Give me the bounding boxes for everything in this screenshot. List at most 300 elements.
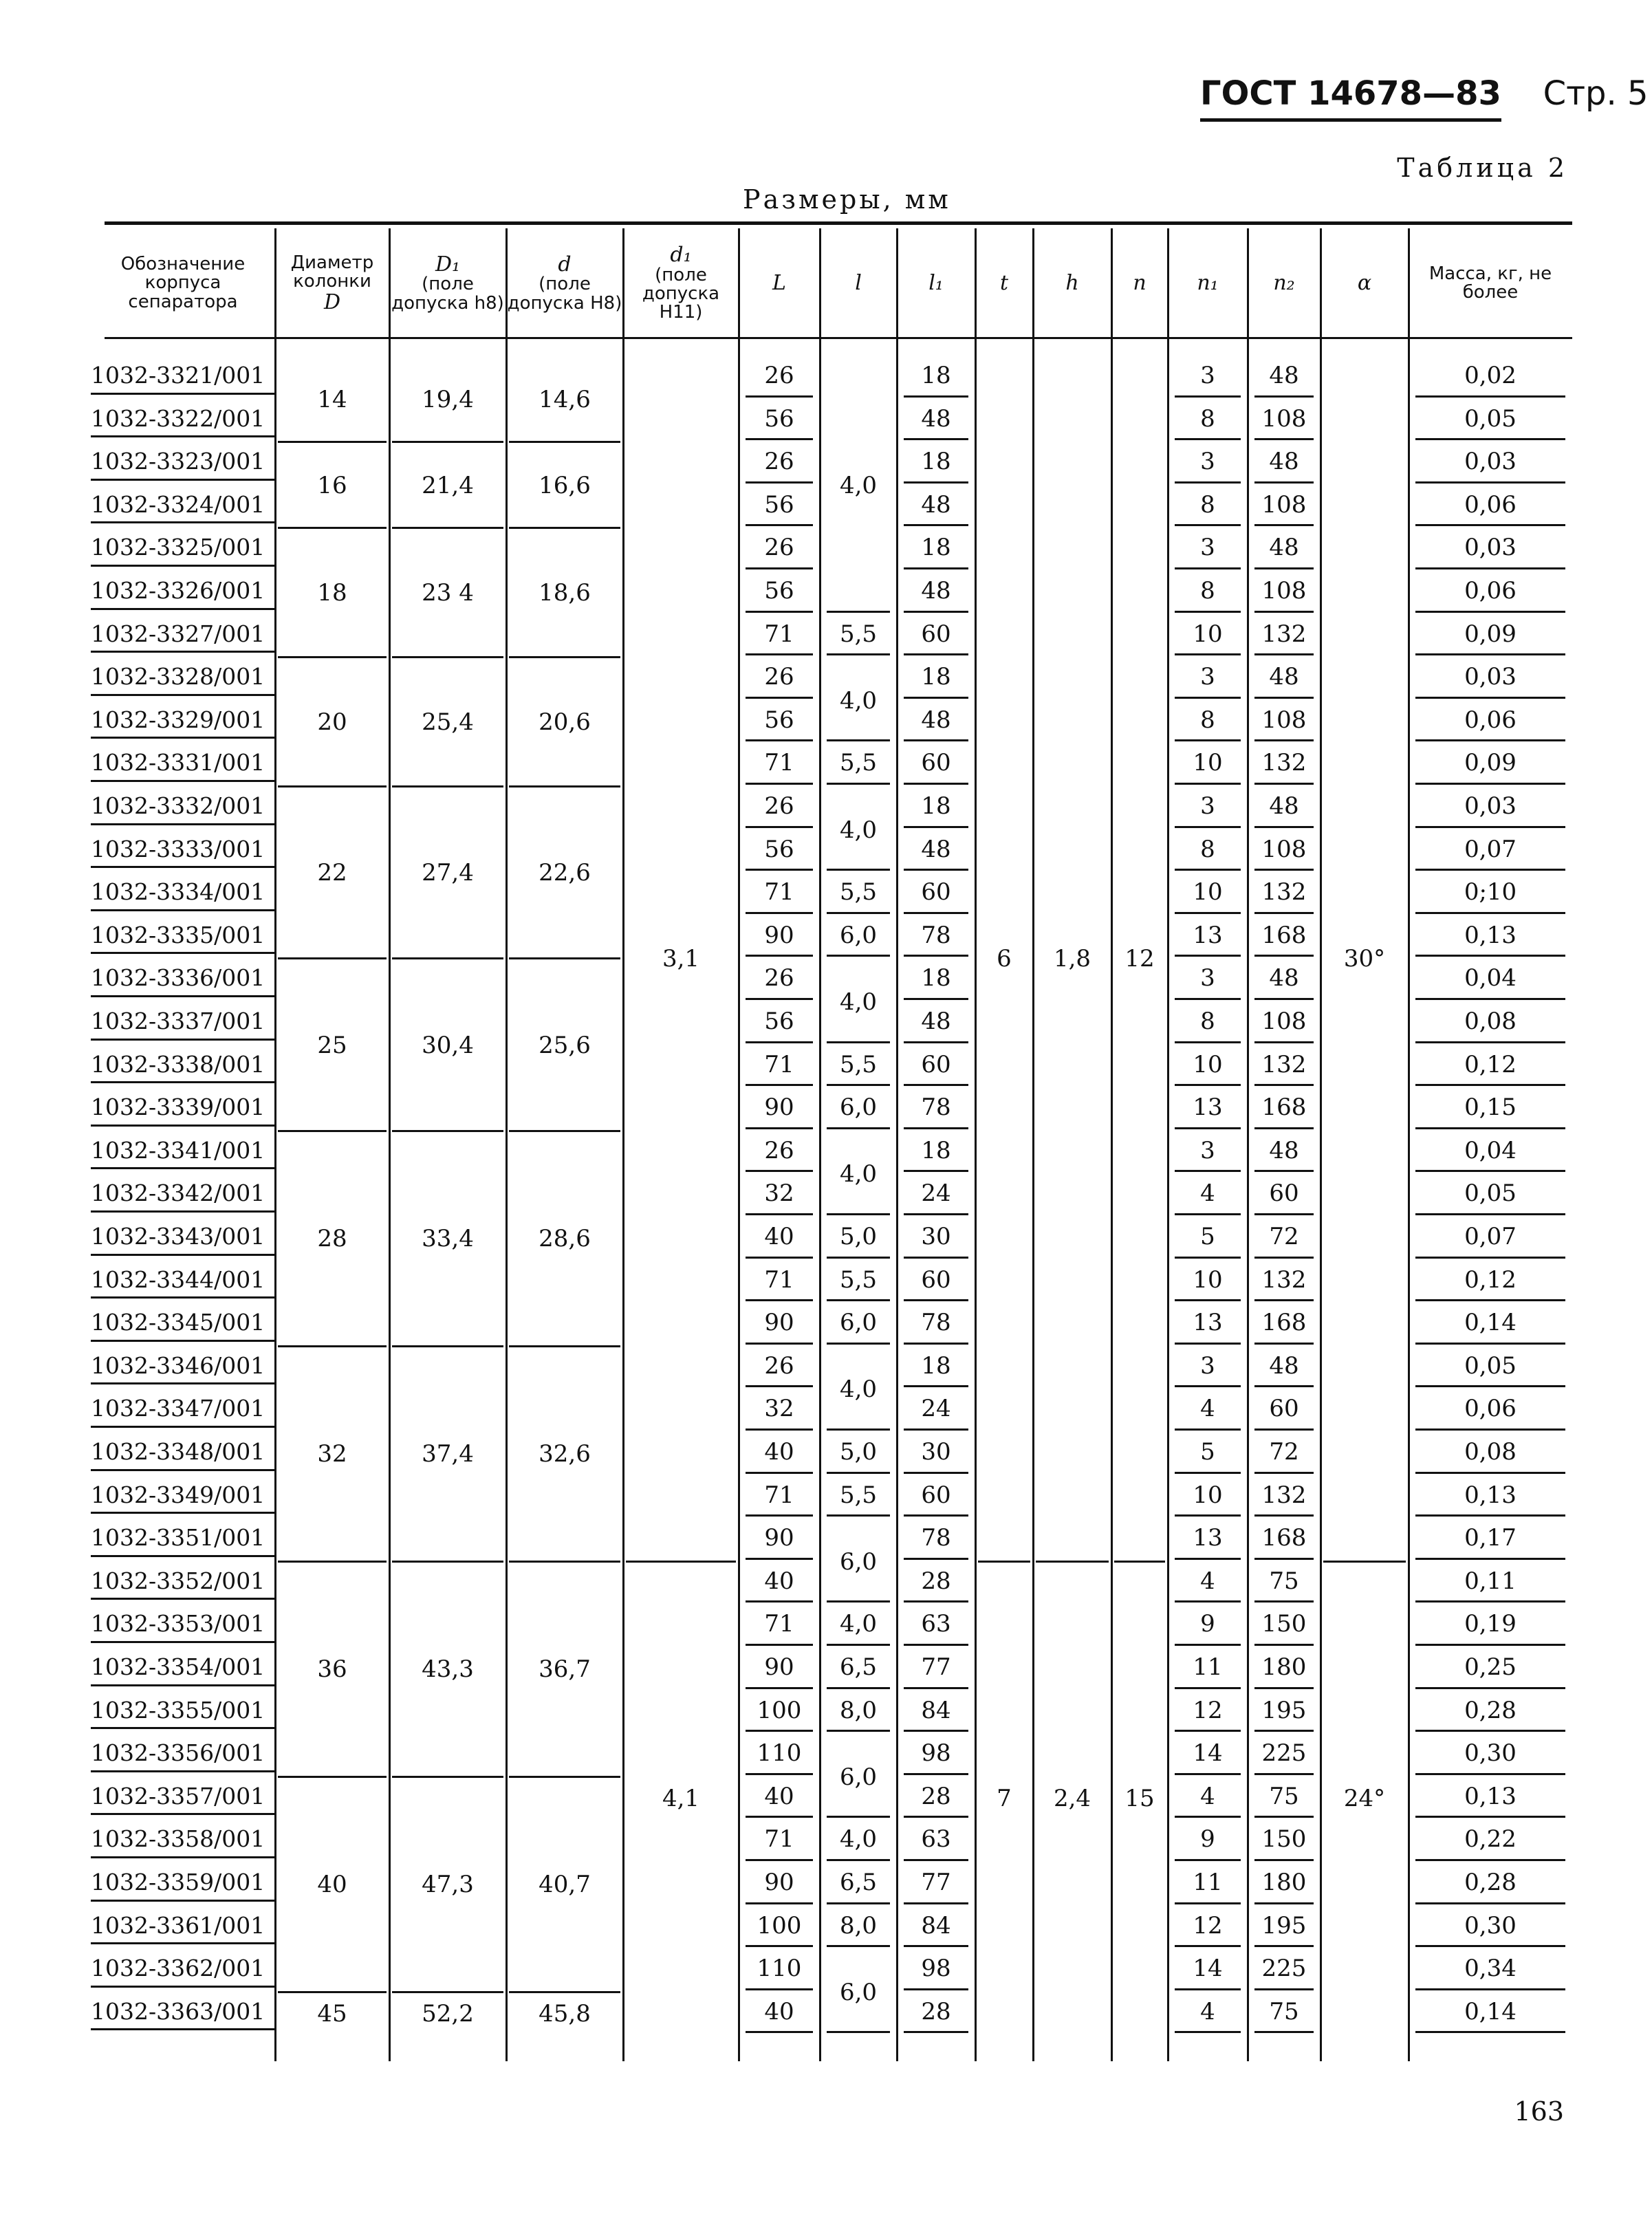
cell-n1: 13 [1193, 921, 1223, 949]
cell-underline [1415, 1945, 1565, 1947]
cell-underline [746, 1428, 813, 1431]
column-diameter-value: 36 [317, 1655, 347, 1684]
cell-underline [1415, 1687, 1565, 1689]
cell-n1: 10 [1193, 620, 1223, 648]
cell-underline [746, 697, 813, 699]
cell-n2: 60 [1269, 1180, 1299, 1208]
cell-L: 26 [764, 1351, 794, 1380]
cell-underline [746, 1385, 813, 1387]
column-header-text: n [1133, 271, 1146, 296]
cell-underline [1415, 1084, 1565, 1086]
cell-underline [746, 567, 813, 569]
separator-designation: 1032-3358/001 [91, 1825, 265, 1853]
column-header-des [91, 231, 275, 336]
cell-underline [746, 1945, 813, 1947]
cell-n2: 48 [1269, 448, 1299, 476]
a-value: 30° [1343, 945, 1386, 973]
cell-underline [1175, 524, 1241, 526]
cell-underline [1254, 697, 1314, 699]
cell-underline [904, 524, 968, 526]
cell-underline [1254, 1644, 1314, 1646]
cell-underline [1254, 1257, 1314, 1259]
separator-designation: 1032-3361/001 [91, 1911, 265, 1939]
cell-underline [1254, 1600, 1314, 1603]
designation-underline [91, 1641, 276, 1643]
cell-n1: 12 [1193, 1911, 1223, 1940]
separator-designation: 1032-3326/001 [91, 577, 265, 604]
cell-underline [1254, 1945, 1314, 1947]
column-header-n2 [1248, 231, 1320, 336]
cell-n2: 132 [1261, 749, 1307, 777]
cell-l1: 48 [921, 404, 951, 433]
cell-n1: 5 [1200, 1438, 1215, 1466]
cell-L: 56 [764, 577, 794, 605]
cell-underline [746, 869, 813, 871]
cell-n1: 4 [1200, 1997, 1215, 2025]
cell-L: 71 [764, 1050, 794, 1078]
cell-l: 5,5 [839, 1050, 878, 1078]
cell-mass: 0,05 [1464, 404, 1517, 433]
cell-underline [1254, 998, 1314, 1000]
cell-underline [746, 739, 813, 741]
cell-underline [827, 1600, 890, 1603]
cell-n2: 48 [1269, 792, 1299, 820]
cell-L: 32 [764, 1180, 794, 1208]
cell-underline [904, 2031, 968, 2033]
cell-L: 110 [757, 1739, 802, 1768]
separator-designation: 1032-3321/001 [91, 362, 265, 389]
cell-underline [904, 611, 968, 613]
cell-underline [746, 1773, 813, 1775]
cell-underline [904, 697, 968, 699]
cell-n1: 11 [1193, 1653, 1223, 1681]
column-header-text: Масса, кг, не более [1428, 263, 1552, 303]
d-value: 36,7 [539, 1655, 591, 1684]
cell-n1: 3 [1200, 1136, 1215, 1164]
cell-L: 71 [764, 620, 794, 648]
cell-n2: 195 [1261, 1911, 1307, 1940]
cell-l1: 30 [921, 1223, 951, 1250]
cell-underline [1175, 1343, 1241, 1345]
cell-underline [904, 1902, 968, 1904]
column-header-text: α [1357, 271, 1372, 296]
cell-n2: 60 [1269, 1395, 1299, 1423]
cell-mass: 0,08 [1464, 1008, 1517, 1035]
l-value: 4,0 [839, 686, 878, 715]
cell-l: 6,0 [839, 921, 878, 949]
cell-n1: 10 [1193, 1050, 1223, 1078]
cell-underline [1175, 567, 1241, 569]
designation-underline [91, 1340, 276, 1342]
cell-underline [746, 1816, 813, 1818]
cell-n1: 3 [1200, 448, 1215, 476]
cell-n1: 4 [1200, 1180, 1215, 1208]
cell-underline [1415, 1127, 1565, 1129]
cell-l1: 78 [921, 921, 951, 949]
cell-l1: 18 [921, 663, 951, 691]
designation-underline [91, 1426, 276, 1428]
cell-underline [1415, 1902, 1565, 1904]
cell-underline [1175, 826, 1241, 828]
t-value: 6 [997, 945, 1012, 973]
separator-designation: 1032-3343/001 [91, 1223, 265, 1250]
separator-designation: 1032-3329/001 [91, 706, 265, 733]
cell-underline [1254, 1859, 1314, 1861]
cell-n1: 3 [1200, 964, 1215, 992]
D1-value: 47,3 [422, 1871, 474, 1899]
cell-n1: 3 [1200, 534, 1215, 562]
cell-underline [1254, 1343, 1314, 1345]
cell-underline [1175, 481, 1241, 484]
cell-underline [746, 481, 813, 484]
cell-underline [1415, 869, 1565, 871]
cell-L: 71 [764, 878, 794, 906]
page-header [1200, 74, 1649, 113]
cell-n1: 8 [1200, 577, 1215, 605]
cell-l1: 77 [921, 1653, 951, 1681]
column-diameter-value: 32 [317, 1440, 347, 1468]
cell-n1: 3 [1200, 663, 1215, 691]
cell-L: 40 [764, 1567, 794, 1595]
cell-underline [1175, 955, 1241, 957]
cell-n2: 72 [1269, 1223, 1299, 1250]
cell-underline [746, 1644, 813, 1646]
column-diameter-value: 14 [317, 385, 347, 413]
cell-underline [904, 1041, 968, 1043]
D1-value: 33,4 [422, 1225, 474, 1253]
cell-underline [1415, 826, 1565, 828]
column-diameter-value: 22 [317, 859, 347, 887]
cell-underline [1175, 1299, 1241, 1301]
cell-underline [904, 1213, 968, 1215]
dimensions-label: Размеры, мм [743, 184, 951, 215]
cell-mass: 0,07 [1464, 1223, 1517, 1250]
d1-value: 3,1 [662, 945, 700, 973]
cell-underline [1175, 739, 1241, 741]
cell-underline [1175, 1773, 1241, 1775]
column-header-text: l [855, 271, 862, 296]
cell-underline [1415, 697, 1565, 699]
column-header-text: (поле допуска h8) [391, 274, 504, 314]
column-diameter-value: 18 [317, 579, 347, 607]
cell-underline [1415, 1257, 1565, 1259]
cell-mass: 0,30 [1464, 1739, 1517, 1768]
cell-l: 8,0 [839, 1911, 878, 1940]
l-value: 6,0 [839, 1547, 878, 1576]
cell-underline [1254, 611, 1314, 613]
cell-underline [746, 1558, 813, 1560]
cell-l1: 60 [921, 1481, 951, 1509]
cell-underline [827, 1213, 890, 1215]
designation-underline [91, 1684, 276, 1686]
cell-l: 5,0 [839, 1223, 878, 1250]
n-value: 15 [1124, 1785, 1155, 1813]
column-header-text: L [772, 271, 786, 296]
designation-underline [91, 1167, 276, 1169]
cell-mass: 0,03 [1464, 663, 1517, 691]
cell-underline [904, 955, 968, 957]
cell-n2: 72 [1269, 1438, 1299, 1466]
d-value: 18,6 [539, 579, 591, 607]
cell-underline [827, 912, 890, 914]
cell-mass: 0,08 [1464, 1438, 1517, 1466]
cell-mass: 0,07 [1464, 835, 1517, 863]
cell-underline [1254, 481, 1314, 484]
cell-underline [1415, 481, 1565, 484]
D1-value: 25,4 [422, 708, 474, 737]
l-value: 4,0 [839, 1376, 878, 1404]
cell-l1: 60 [921, 878, 951, 906]
D1-value: 23 4 [422, 579, 474, 607]
column-header-text: t [999, 271, 1009, 296]
cell-n1: 9 [1200, 1610, 1215, 1638]
D1-value: 30,4 [422, 1031, 474, 1059]
cell-underline [1254, 1902, 1314, 1904]
cell-l1: 78 [921, 1524, 951, 1552]
cell-underline [904, 1514, 968, 1517]
cell-underline [1175, 1428, 1241, 1431]
cell-l1: 63 [921, 1825, 951, 1854]
cell-underline [1254, 1687, 1314, 1689]
cell-underline [1415, 1514, 1565, 1517]
designation-underline [91, 1125, 276, 1127]
cell-mass: 0,02 [1464, 362, 1517, 389]
cell-L: 26 [764, 534, 794, 562]
cell-n2: 132 [1261, 1050, 1307, 1078]
separator-designation: 1032-3328/001 [91, 663, 265, 691]
D1-value: 37,4 [422, 1440, 474, 1468]
l-value: 4,0 [839, 816, 878, 844]
cell-underline [1415, 1773, 1565, 1775]
cell-underline [827, 955, 890, 957]
cell-underline [1415, 998, 1565, 1000]
d-value: 40,7 [539, 1871, 591, 1899]
separator-designation: 1032-3356/001 [91, 1739, 265, 1767]
separator-designation: 1032-3333/001 [91, 835, 265, 862]
cell-l: 5,5 [839, 1481, 878, 1509]
cell-l1: 18 [921, 792, 951, 820]
cell-underline [1175, 1257, 1241, 1259]
cell-l1: 60 [921, 620, 951, 648]
separator-designation: 1032-3353/001 [91, 1610, 265, 1638]
cell-mass: 0,09 [1464, 749, 1517, 777]
column-header-D1 [389, 231, 506, 336]
cell-mass: 0,05 [1464, 1180, 1517, 1208]
cell-underline [746, 611, 813, 613]
cell-underline [827, 611, 890, 613]
separator-designation: 1032-3346/001 [91, 1351, 265, 1379]
cell-underline [904, 1816, 968, 1818]
l-value: 6,0 [839, 1763, 878, 1791]
cell-L: 56 [764, 490, 794, 519]
page-number: 163 [1514, 2096, 1564, 2127]
designation-underline [91, 694, 276, 696]
cell-underline [1175, 869, 1241, 871]
cell-n2: 132 [1261, 1481, 1307, 1509]
cell-l1: 28 [921, 1997, 951, 2025]
cell-underline [904, 998, 968, 1000]
designation-underline [91, 1382, 276, 1384]
d-value: 16,6 [539, 471, 591, 499]
cell-underline [746, 1213, 813, 1215]
cell-underline [1175, 1472, 1241, 1474]
cell-underline [827, 1859, 890, 1861]
cell-underline [746, 1084, 813, 1086]
column-header-mass [1409, 231, 1572, 336]
cell-underline [746, 826, 813, 828]
cell-underline [1415, 1644, 1565, 1646]
cell-underline [1415, 653, 1565, 655]
cell-n1: 12 [1193, 1696, 1223, 1724]
column-header-n1 [1168, 231, 1248, 336]
cell-underline [746, 1257, 813, 1259]
cell-underline [746, 1299, 813, 1301]
cell-mass: 0,09 [1464, 620, 1517, 648]
cell-underline [1415, 395, 1565, 398]
separator-designation: 1032-3337/001 [91, 1008, 265, 1034]
cell-underline [1415, 1558, 1565, 1560]
cell-underline [1415, 1213, 1565, 1215]
cell-n2: 180 [1261, 1869, 1307, 1896]
cell-underline [1175, 1859, 1241, 1861]
column-header-text: (поле допуска H8) [507, 274, 622, 314]
cell-L: 26 [764, 663, 794, 691]
column-header-D [275, 231, 389, 336]
designation-underline [91, 1598, 276, 1600]
cell-mass: 0,12 [1464, 1265, 1517, 1294]
cell-underline [1175, 1945, 1241, 1947]
cell-underline [827, 1041, 890, 1043]
separator-designation: 1032-3322/001 [91, 404, 265, 432]
cell-underline [746, 1988, 813, 1990]
separator-designation: 1032-3344/001 [91, 1265, 265, 1293]
cell-underline [1175, 912, 1241, 914]
designation-underline [91, 952, 276, 954]
cell-n1: 13 [1193, 1094, 1223, 1122]
cell-underline [904, 739, 968, 741]
column-header-text: n₂ [1273, 271, 1295, 296]
cell-n1: 4 [1200, 1395, 1215, 1423]
cell-underline [1254, 2031, 1314, 2033]
separator-designation: 1032-3335/001 [91, 921, 265, 948]
column-diameter-value: 25 [317, 1031, 347, 1059]
column-header-text: l₁ [928, 271, 944, 296]
cell-l1: 24 [921, 1395, 951, 1423]
designation-underline [91, 1727, 276, 1729]
cell-n2: 168 [1261, 1524, 1307, 1552]
cell-l1: 48 [921, 1008, 951, 1035]
l-value: 4,0 [839, 471, 878, 499]
separator-designation: 1032-3324/001 [91, 490, 265, 518]
h-value: 2,4 [1053, 1785, 1091, 1813]
cell-underline [827, 783, 890, 785]
cell-mass: 0,03 [1464, 534, 1517, 562]
cell-underline [746, 783, 813, 785]
cell-underline [1415, 438, 1565, 440]
cell-underline [746, 438, 813, 440]
cell-mass: 0,14 [1464, 1997, 1517, 2025]
cell-n2: 108 [1261, 1008, 1307, 1035]
cell-underline [1175, 1816, 1241, 1818]
cell-underline [827, 1730, 890, 1732]
cell-L: 71 [764, 1481, 794, 1509]
column-header-text: d [558, 252, 572, 276]
cell-underline [746, 1902, 813, 1904]
cell-mass: 0,04 [1464, 1136, 1517, 1164]
cell-underline [1254, 912, 1314, 914]
cell-mass: 0,13 [1464, 921, 1517, 949]
column-header-l1 [897, 231, 975, 336]
column-diameter-value: 40 [317, 1871, 347, 1899]
cell-L: 90 [764, 1653, 794, 1681]
cell-n1: 10 [1193, 878, 1223, 906]
cell-underline [746, 912, 813, 914]
cell-underline [1175, 1988, 1241, 1990]
cell-underline [904, 1988, 968, 1990]
t-value: 7 [997, 1785, 1012, 1813]
separator-designation: 1032-3331/001 [91, 749, 265, 776]
cell-L: 56 [764, 1008, 794, 1035]
cell-underline [827, 1127, 890, 1129]
cell-underline [1254, 783, 1314, 785]
cell-n1: 8 [1200, 835, 1215, 863]
cell-n1: 14 [1193, 1955, 1223, 1983]
separator-designation: 1032-3349/001 [91, 1481, 265, 1508]
cell-underline [1254, 1127, 1314, 1129]
cell-l1: 48 [921, 490, 951, 519]
cell-underline [746, 1127, 813, 1129]
cell-L: 56 [764, 835, 794, 863]
designation-underline [91, 1856, 276, 1858]
cell-l1: 48 [921, 577, 951, 605]
cell-n1: 3 [1200, 1351, 1215, 1380]
l-value: 6,0 [839, 1978, 878, 2006]
cell-underline [746, 1687, 813, 1689]
cell-underline [1415, 783, 1565, 785]
cell-l1: 28 [921, 1782, 951, 1810]
cell-mass: 0,06 [1464, 706, 1517, 734]
cell-underline [1254, 1041, 1314, 1043]
cell-underline [746, 395, 813, 398]
separator-designation: 1032-3362/001 [91, 1955, 265, 1982]
column-header-d1 [623, 231, 739, 336]
cell-underline [904, 1385, 968, 1387]
designation-underline [91, 393, 276, 395]
cell-n1: 8 [1200, 706, 1215, 734]
cell-n1: 13 [1193, 1309, 1223, 1337]
cell-underline [904, 1945, 968, 1947]
cell-n2: 108 [1261, 490, 1307, 519]
cell-underline [1415, 955, 1565, 957]
cell-underline [1415, 912, 1565, 914]
cell-underline [1415, 1428, 1565, 1431]
cell-underline [1175, 1127, 1241, 1129]
cell-l1: 77 [921, 1869, 951, 1896]
cell-n1: 11 [1193, 1869, 1223, 1896]
cell-underline [904, 1600, 968, 1603]
cell-underline [1175, 1385, 1241, 1387]
cell-n2: 180 [1261, 1653, 1307, 1681]
cell-underline [827, 1428, 890, 1431]
cell-underline [1415, 1343, 1565, 1345]
cell-underline [1254, 1472, 1314, 1474]
cell-n2: 150 [1261, 1610, 1307, 1638]
cell-n2: 48 [1269, 534, 1299, 562]
cell-n2: 48 [1269, 1136, 1299, 1164]
separator-designation: 1032-3363/001 [91, 1997, 265, 2025]
cell-underline [1175, 611, 1241, 613]
cell-underline [1254, 1514, 1314, 1517]
